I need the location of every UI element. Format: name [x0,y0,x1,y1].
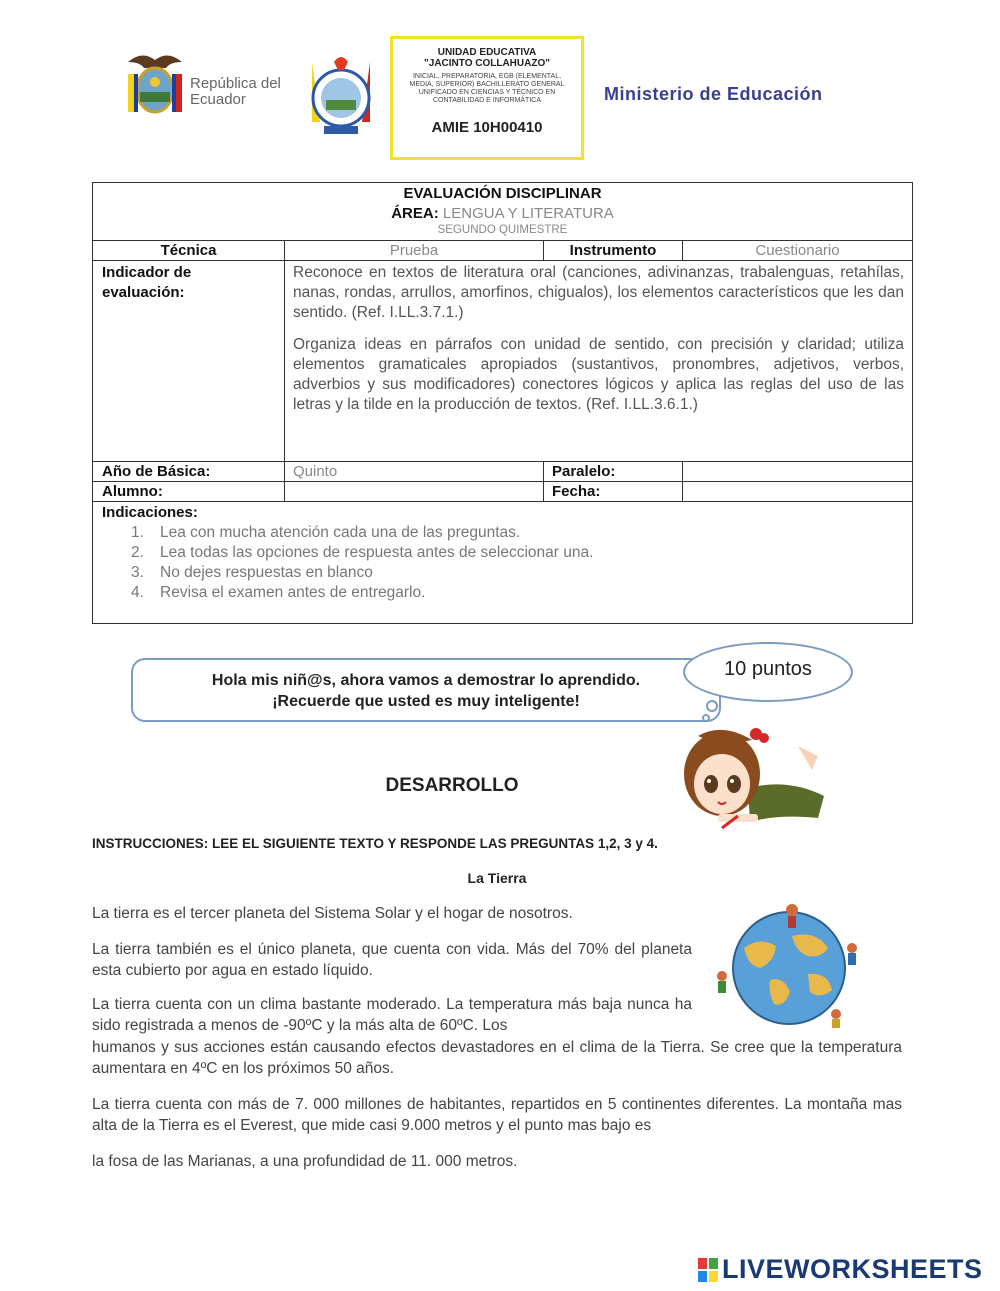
paragraph-3a: La tierra cuenta con un clima bastante moderado. La temperatura más baja nunca ha sido registrada a menos de -90ºC y la más alta de 60ºC. Los [92,996,692,1034]
liveworksheets-brand: LIVEWORKSHEETS [722,1254,983,1284]
school-amie-code: AMIE 10H00410 [431,119,543,136]
paragraph-3b: humanos y sus acciones están causando efectos devastadores en el clima de la Tierra. Se cree que la temperatura aumentara en 4ºC en los próximos 50 años. [92,1039,902,1077]
instrumento-value: Cuestionario [755,242,840,259]
reading-title: La Tierra [467,870,527,886]
instructions: INSTRUCCIONES: LEE EL SIGUIENTE TEXTO Y RESPONDE LAS PREGUNTAS 1,2, 3 y 4. [92,836,658,851]
anio-label: Año de Básica: [102,463,211,480]
instrumento-label: Instrumento [569,242,657,259]
speech-bubble-text [131,670,721,712]
list-item: 2. Lea todas las opciones de respuesta antes de seleccionar una. [131,544,594,561]
paragraph-5: la fosa de las Marianas, a una profundidad de 11. 000 metros. [92,1153,518,1170]
school-info-box [390,36,584,160]
liveworksheets-logo-icon [698,1258,718,1282]
school-type: UNIDAD EDUCATIVA [437,47,537,58]
points-text: 10 puntos [724,658,812,680]
area-line [93,205,912,222]
ministerio-logo-text: Ministerio de Educación [604,84,823,104]
indicador-text [293,263,904,427]
speech-line-1: Hola mis niñ@s, ahora vamos a demostrar lo aprendido. [211,672,641,689]
area-label: ÁREA: [391,205,439,222]
evaluation-table [92,182,913,624]
indicador-paragraph-1: Reconoce en textos de literatura oral (canciones, adivinanzas, trabalenguas, retahílas, nanas, rondas, arrullos, amorfinos, chigualos), los elementos característicos que les dan sentido. (Ref. I.LL.3.7.1.) [293,264,904,321]
paragraph-1: La tierra es el tercer planeta del Sistema Solar y el hogar de nosotros. [92,905,573,922]
school-name: "JACINTO COLLAHUAZO" [424,58,550,69]
fecha-label: Fecha: [552,483,601,500]
school-crest [304,52,378,138]
paralelo-field[interactable] [683,462,912,481]
indicador-paragraph-2: Organiza ideas en párrafos con unidad de sentido, con precisión y claridad; utiliza elementos gramaticales apropiados (sustantivos, pronombres, adjetivos, verbos, adverbios y sus modificadores) conectores lógicos y aplica las reglas del uso de las letras y la tilde en la producción de textos. (Ref. I.LL.3.6.1.) [293,336,904,413]
fecha-field[interactable] [683,482,912,501]
republica-del-ecuador-text: República del Ecuador [190,75,281,108]
area-value: LENGUA Y LITERATURA [442,205,614,222]
table-title: EVALUACIÓN DISCIPLINAR [403,185,602,202]
earth-illustration [704,896,874,1030]
school-levels: INICIAL, PREPARATORIA, EGB (ELEMENTAL, MEDIA, SUPERIOR) BACHILLERATO GENERAL UNIFICADO EN CIENCIAS Y TÉCNICO EN CONTABILIDAD E INFORMÁTICA [409,73,565,104]
section-heading: DESARROLLO [385,775,519,796]
ecuador-coat-of-arms [122,48,188,122]
anio-value: Quinto [293,463,338,480]
list-item: 4. Revisa el examen antes de entregarlo. [131,584,426,601]
quimestre: SEGUNDO QUIMESTRE [437,224,568,236]
tecnica-value: Prueba [389,242,439,259]
tecnica-label: Técnica [160,242,217,259]
paralelo-label: Paralelo: [552,463,616,480]
paragraph-4: La tierra cuenta con más de 7. 000 millones de habitantes, repartidos en 5 continentes diferentes. La montaña mas alta de la Tierra es el Everest, que mide casi 9.000 metros y el punto mas bajo es [92,1096,902,1134]
indicador-label: Indicador de evaluación: [102,264,192,301]
speech-line-2: ¡Recuerde que usted es muy inteligente! [272,693,580,710]
indicaciones-label: Indicaciones: [102,504,198,521]
list-item: 3. No dejes respuestas en blanco [131,564,373,581]
list-item: 1. Lea con mucha atención cada una de las preguntas. [131,524,521,541]
paragraph-2: La tierra también es el único planeta, que cuenta con vida. Más del 70% del planeta esta cubierto por agua en estado líquido. [92,941,692,979]
indicaciones-list [131,523,593,603]
alumno-field[interactable] [285,482,543,501]
alumno-label: Alumno: [102,483,163,500]
